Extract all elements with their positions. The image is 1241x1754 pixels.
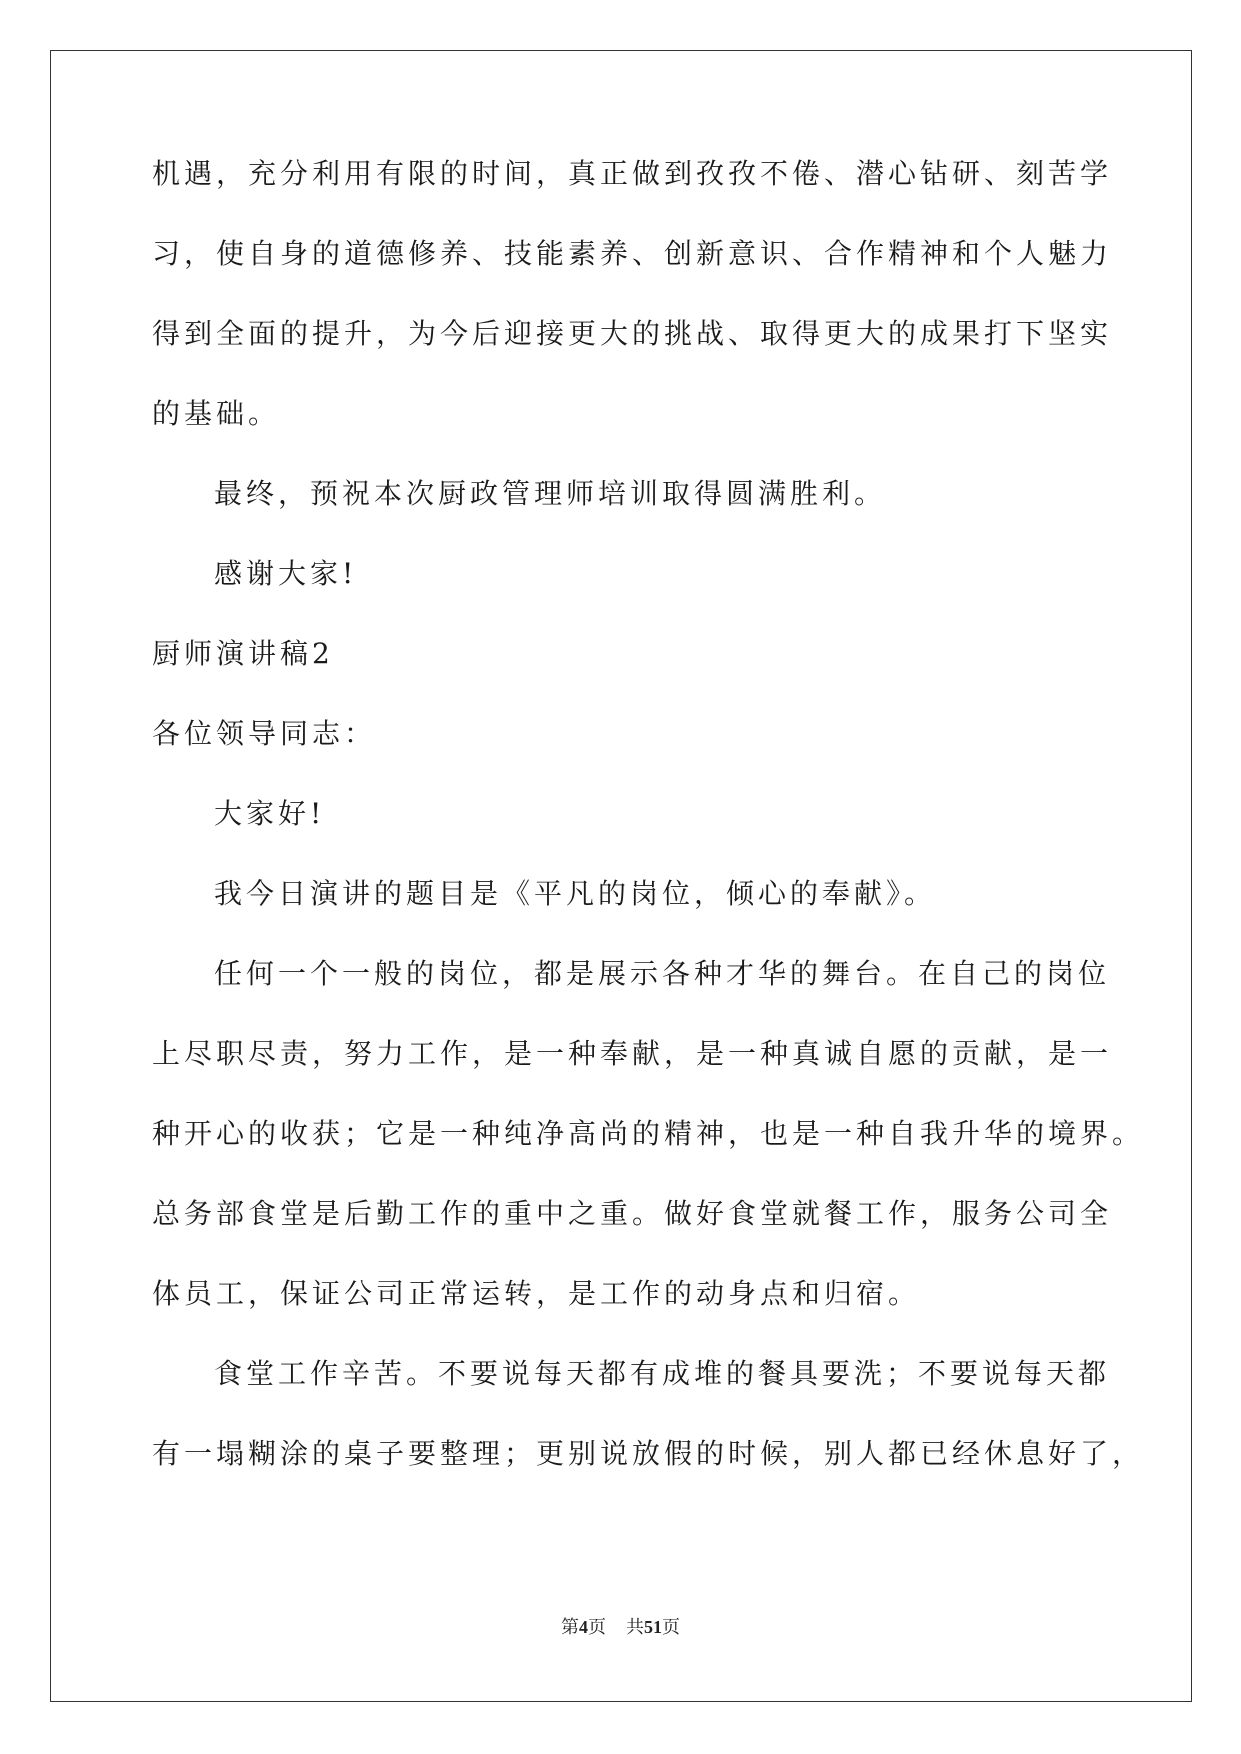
text-line: 种开心的收获；它是一种纯净高尚的精神，也是一种自我升华的境界。 bbox=[152, 1117, 1145, 1150]
total-page-count: 51 bbox=[644, 1617, 662, 1637]
salutation: 各位领导同志： bbox=[152, 717, 377, 750]
text-line: 上尽职尽责，努力工作，是一种奉献，是一种真诚自愿的贡献，是一 bbox=[152, 1037, 1113, 1070]
current-page-number: 4 bbox=[579, 1617, 588, 1637]
total-suffix: 页 bbox=[662, 1617, 680, 1638]
text-line: 任何一个一般的岗位，都是展示各种才华的舞台。在自己的岗位 bbox=[214, 957, 1111, 990]
page-prefix: 第 bbox=[561, 1617, 579, 1638]
text-line: 体员工，保证公司正常运转，是工作的动身点和归宿。 bbox=[152, 1277, 921, 1310]
document-body bbox=[152, 157, 1145, 1520]
text-line: 的基础。 bbox=[152, 397, 281, 430]
text-line: 最终，预祝本次厨政管理师培训取得圆满胜利。 bbox=[214, 477, 887, 510]
text-line: 总务部食堂是后勤工作的重中之重。做好食堂就餐工作，服务公司全 bbox=[152, 1197, 1113, 1230]
text-line: 习，使自身的道德修养、技能素养、创新意识、合作精神和个人魅力 bbox=[152, 237, 1113, 270]
page-suffix: 页 bbox=[588, 1617, 606, 1638]
text-line: 感谢大家! bbox=[214, 557, 358, 590]
text-line: 大家好! bbox=[214, 797, 326, 830]
total-prefix: 共 bbox=[626, 1617, 644, 1638]
text-line: 机遇，充分利用有限的时间，真正做到孜孜不倦、潜心钻研、刻苦学 bbox=[152, 157, 1113, 190]
text-line: 食堂工作辛苦。不要说每天都有成堆的餐具要洗；不要说每天都 bbox=[214, 1357, 1111, 1390]
text-line: 得到全面的提升，为今后迎接更大的挑战、取得更大的成果打下坚实 bbox=[152, 317, 1113, 350]
text-line: 我今日演讲的题目是《平凡的岗位，倾心的奉献》。 bbox=[214, 877, 937, 910]
page-footer bbox=[0, 1617, 1241, 1638]
section-heading: 厨师演讲稿2 bbox=[152, 637, 334, 670]
text-line: 有一塌糊涂的桌子要整理；更别说放假的时候，别人都已经休息好了， bbox=[152, 1437, 1145, 1470]
